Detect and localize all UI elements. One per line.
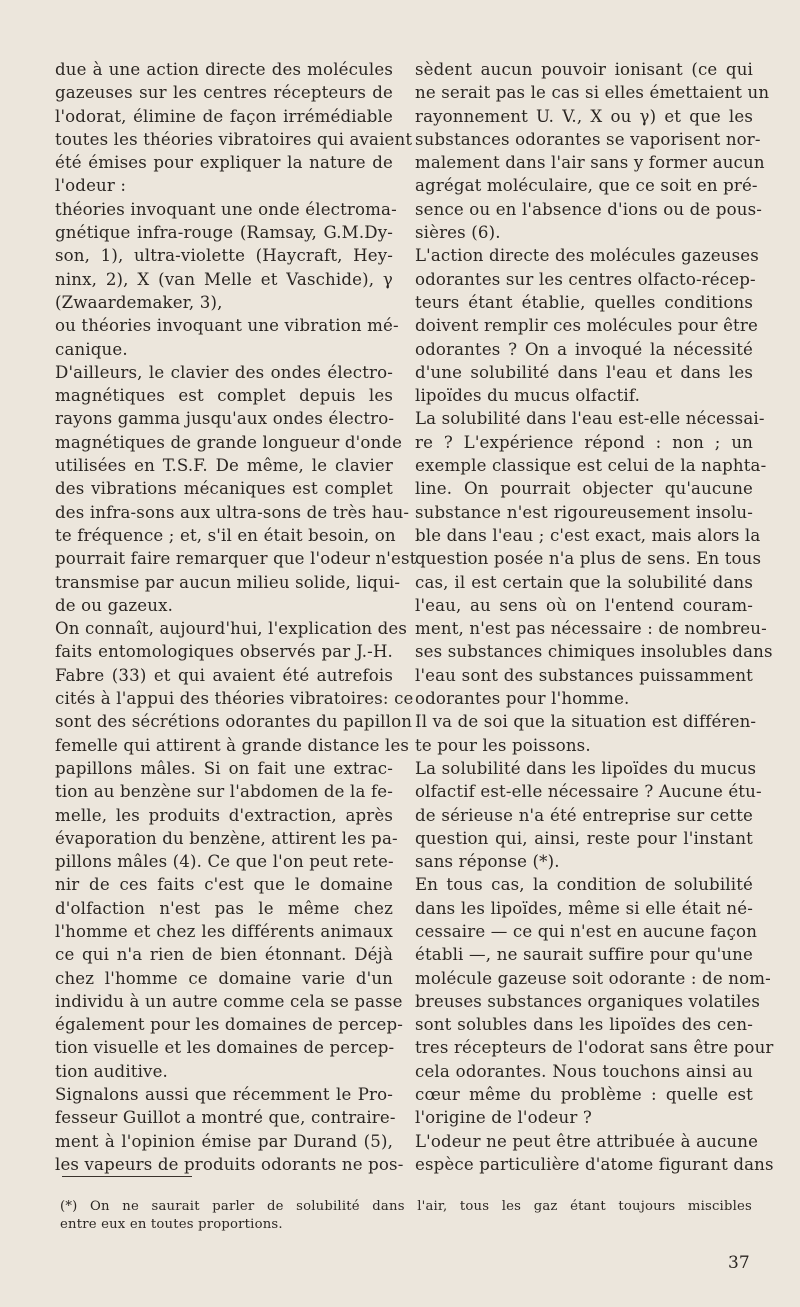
text-line: l'eau sont des substances puissamment xyxy=(415,665,753,685)
text-line: magnétiques est complet depuis les xyxy=(55,386,393,406)
text-line: D'ailleurs, le clavier des ondes électro- xyxy=(55,362,393,382)
text-line: substance n'est rigoureusement insolu- xyxy=(415,502,753,522)
text-line: théories invoquant une onde électroma- xyxy=(55,199,397,219)
text-line: papillons mâles. Si on fait une extrac- xyxy=(55,758,393,778)
text-line: l'eau, au sens où on l'entend couram- xyxy=(415,595,753,615)
footnote-divider xyxy=(62,1176,192,1177)
text-line: te pour les poissons. xyxy=(415,735,591,755)
text-line: ou théories invoquant une vibration mé- xyxy=(55,316,399,336)
text-line: transmise par aucun milieu solide, liqui- xyxy=(55,572,401,592)
text-line: sières (6). xyxy=(415,223,501,243)
text-line: odorantes ? On a invoqué la nécessité xyxy=(415,339,753,359)
text-line: substances odorantes se vaporisent nor- xyxy=(415,129,761,149)
text-line: tres récepteurs de l'odorat sans être pour xyxy=(415,1038,774,1058)
text-line: rayons gamma jusqu'aux ondes électro- xyxy=(55,409,395,429)
text-line: canique. xyxy=(55,339,128,359)
text-line: L'action directe des molécules gazeuses xyxy=(415,246,759,266)
text-line: due à une action directe des molécules xyxy=(55,60,393,79)
text-line: espèce particulière d'atome figurant dans xyxy=(415,1154,774,1174)
text-line: La solubilité dans les lipoïdes du mucus xyxy=(415,758,757,778)
text-line: toutes les théories vibratoires qui avaient xyxy=(55,129,413,149)
text-line: pillons mâles (4). Ce que l'on peut rete- xyxy=(55,852,394,872)
text-line: cessaire — ce qui n'est en aucune façon xyxy=(415,921,758,941)
text-line: teurs étant établie, quelles conditions xyxy=(415,292,753,312)
text-line: dans les lipoïdes, même si elle était né- xyxy=(415,898,753,918)
text-line: les vapeurs de produits odorants ne pos- xyxy=(55,1154,404,1174)
text-line: question posée n'a plus de sens. En tous xyxy=(415,549,762,569)
text-line: cela odorantes. Nous touchons ainsi au xyxy=(415,1061,753,1081)
text-line: nir de ces faits c'est que le domaine xyxy=(55,875,393,895)
text-line: agrégat moléculaire, que ce soit en pré- xyxy=(415,176,758,196)
text-line: de ou gazeux. xyxy=(55,595,174,615)
text-line: (*) On ne saurait parler de solubilité dans l'air, tous les gaz étant toujours miscibles xyxy=(60,1199,752,1214)
text-line: d'une solubilité dans l'eau et dans les xyxy=(415,362,753,382)
text-line: melle, les produits d'extraction, après xyxy=(55,805,393,825)
text-line: ment, n'est pas nécessaire : de nombreu- xyxy=(415,619,767,639)
text-line: On connaît, aujourd'hui, l'explication des xyxy=(55,619,408,639)
text-line: fesseur Guillot a montré que, contraire- xyxy=(55,1108,396,1128)
text-line: question qui, ainsi, reste pour l'instant xyxy=(415,828,753,848)
text-line: utilisées en T.S.F. De même, le clavier xyxy=(55,456,393,476)
text-line: Il va de soi que la situation est différen- xyxy=(415,712,757,732)
text-line: des vibrations mécaniques est complet xyxy=(55,479,393,499)
text-line: sans réponse (*). xyxy=(415,852,560,872)
text-line: Fabre (33) et qui avaient été autrefois xyxy=(55,665,393,685)
text-line: odorantes pour l'homme. xyxy=(415,689,630,709)
left-text-column xyxy=(55,58,417,1176)
text-line: L'odeur ne peut être attribuée à aucune xyxy=(415,1131,759,1151)
text-line: faits entomologiques observés par J.-H. xyxy=(55,642,393,662)
text-line: évaporation du benzène, attirent les pa- xyxy=(55,828,398,848)
text-line: l'homme et chez les différents animaux xyxy=(55,921,393,941)
text-line: entre eux en toutes proportions. xyxy=(60,1217,283,1232)
text-line: ne serait pas le cas si elles émettaient un xyxy=(415,83,770,103)
text-line: des infra-sons aux ultra-sons de très hau- xyxy=(55,502,410,522)
text-line: Signalons aussi que récemment le Pro- xyxy=(55,1085,393,1105)
text-line: ninx, 2), X (van Melle et Vaschide), γ xyxy=(55,269,393,289)
text-line: line. On pourrait objecter qu'aucune xyxy=(415,479,753,499)
text-line: l'odorat, élimine de façon irrémédiable xyxy=(55,106,393,126)
text-line: sence ou en l'absence d'ions ou de pous- xyxy=(415,199,762,219)
text-line: ment à l'opinion émise par Durand (5), xyxy=(55,1131,393,1151)
text-line: d'olfaction n'est pas le même chez xyxy=(55,898,393,918)
text-line: ce qui n'a rien de bien étonnant. Déjà xyxy=(55,945,393,965)
page-number: 37 xyxy=(728,1253,750,1273)
text-line: gazeuses sur les centres récepteurs de xyxy=(55,83,393,103)
text-line: En tous cas, la condition de solubilité xyxy=(415,875,753,895)
text-line: malement dans l'air sans y former aucun xyxy=(415,153,765,173)
text-line: gnétique infra-rouge (Ramsay, G.M.Dy- xyxy=(55,223,393,243)
text-line: olfactif est-elle nécessaire ? Aucune étu- xyxy=(415,782,762,802)
text-line: molécule gazeuse soit odorante : de nom- xyxy=(415,968,771,988)
footnote xyxy=(60,1198,752,1234)
text-line: établi —, ne saurait suffire pour qu'une xyxy=(415,945,753,965)
text-line: cas, il est certain que la solubilité dans xyxy=(415,572,753,592)
text-line: re ? L'expérience répond : non ; un xyxy=(415,432,753,452)
text-line: ble dans l'eau ; c'est exact, mais alors la xyxy=(415,525,761,545)
text-line: été émises pour expliquer la nature de xyxy=(55,153,393,173)
text-line: breuses substances organiques volatiles xyxy=(415,991,761,1011)
text-line: cœur même du problème : quelle est xyxy=(415,1085,753,1105)
text-line: sont solubles dans les lipoïdes des cen- xyxy=(415,1015,753,1035)
text-line: magnétiques de grande longueur d'onde xyxy=(55,432,403,452)
text-line: son, 1), ultra-violette (Haycraft, Hey- xyxy=(55,246,393,266)
text-line: lipoïdes du mucus olfactif. xyxy=(415,386,641,406)
text-line: rayonnement U. V., X ou γ) et que les xyxy=(415,106,753,126)
text-line: odorantes sur les centres olfacto-récep- xyxy=(415,269,756,289)
right-text-column xyxy=(415,58,774,1176)
text-line: exemple classique est celui de la naphta- xyxy=(415,456,767,476)
text-line: tion visuelle et les domaines de percep- xyxy=(55,1038,395,1058)
text-line: tion au benzène sur l'abdomen de la fe- xyxy=(55,782,393,802)
text-line: pourrait faire remarquer que l'odeur n'est xyxy=(55,549,417,569)
text-line: doivent remplir ces molécules pour être xyxy=(415,316,758,336)
text-line: te fréquence ; et, s'il en était besoin, on xyxy=(55,525,396,545)
text-line: également pour les domaines de percep- xyxy=(55,1015,404,1035)
text-line: l'origine de l'odeur ? xyxy=(415,1108,592,1128)
text-line: La solubilité dans l'eau est-elle nécessai- xyxy=(415,409,765,429)
text-line: sèdent aucun pouvoir ionisant (ce qui xyxy=(415,60,753,79)
text-line: sont des sécrétions odorantes du papillon xyxy=(55,712,413,732)
text-line: cités à l'appui des théories vibratoires: ce xyxy=(55,689,414,709)
text-line: de sérieuse n'a été entreprise sur cette xyxy=(415,805,753,825)
text-line: (Zwaardemaker, 3), xyxy=(55,292,223,312)
text-line: individu à un autre comme cela se passe xyxy=(55,991,403,1011)
text-line: chez l'homme ce domaine varie d'un xyxy=(55,968,393,988)
text-line: l'odeur : xyxy=(55,176,127,196)
text-line: femelle qui attirent à grande distance les xyxy=(55,735,410,755)
text-line: ses substances chimiques insolubles dans xyxy=(415,642,773,662)
text-line: tion auditive. xyxy=(55,1061,168,1081)
